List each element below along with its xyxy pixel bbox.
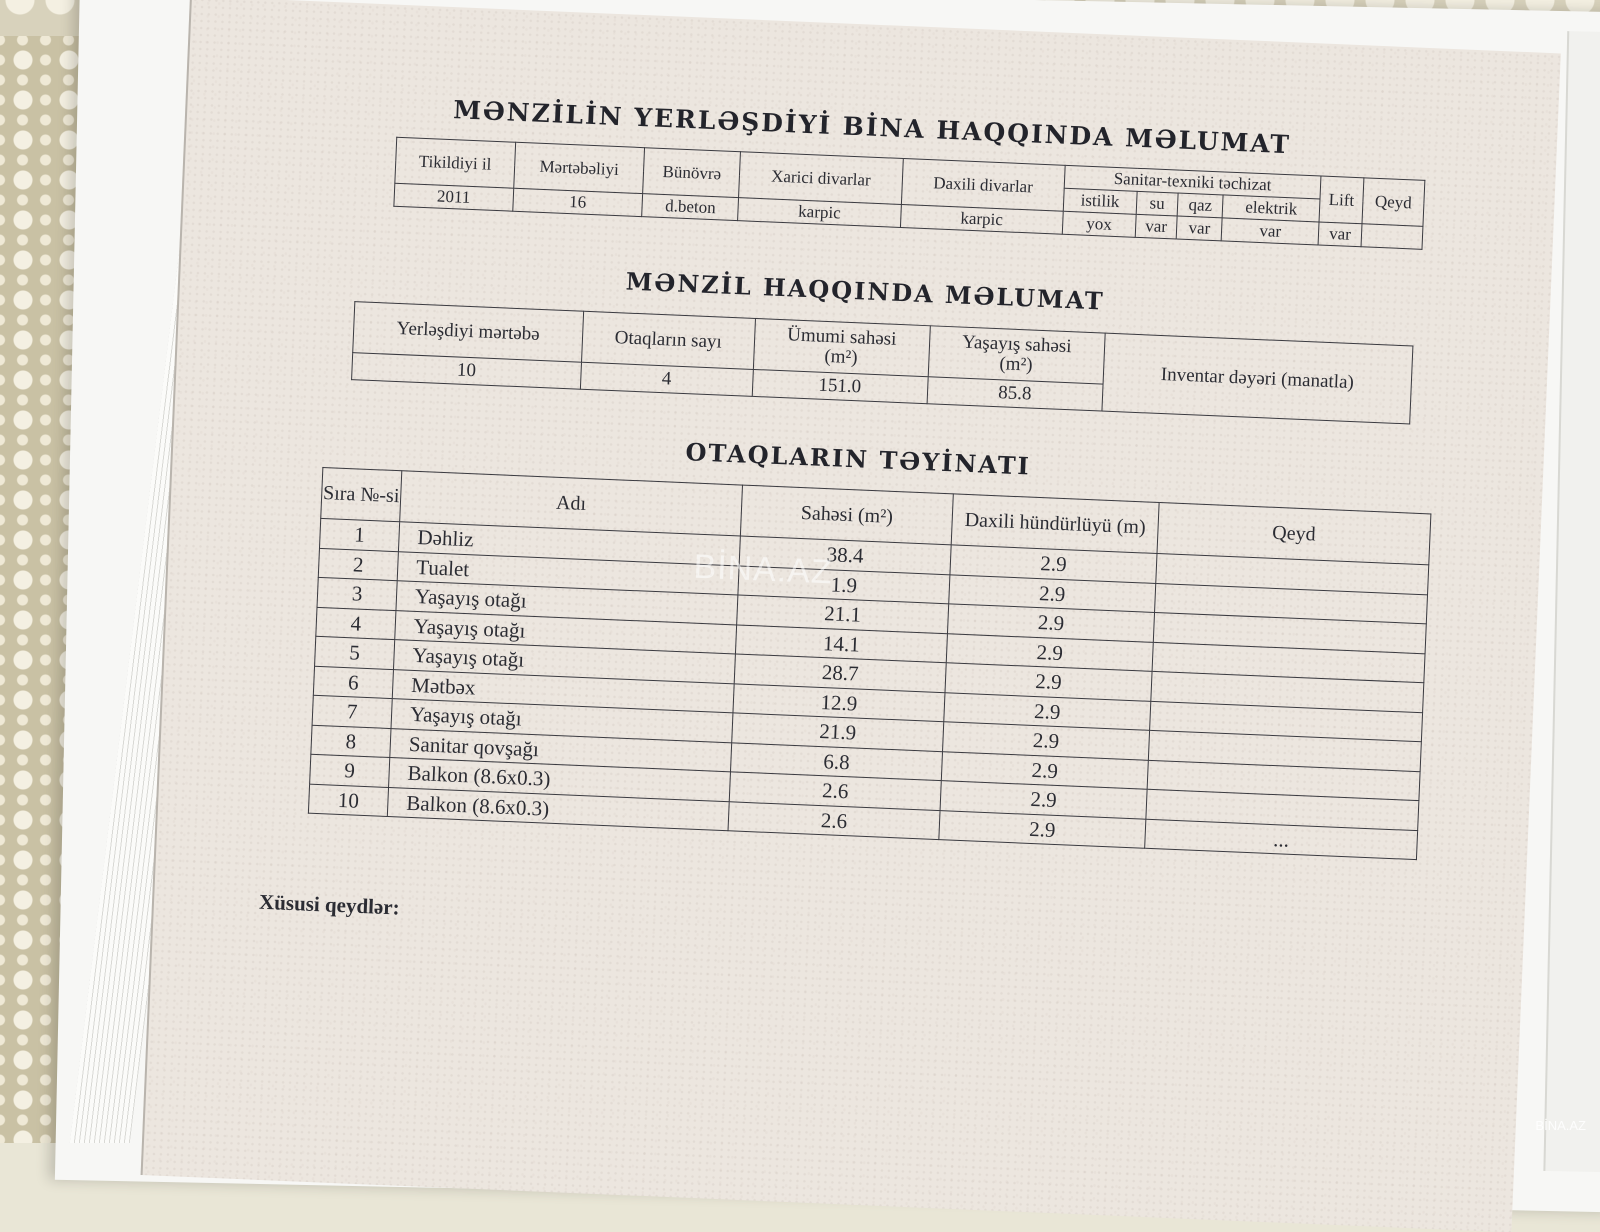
- cell-room-height: 2.9: [947, 604, 1154, 642]
- value-gas: var: [1176, 216, 1222, 241]
- cell-room-area: 6.8: [730, 742, 942, 780]
- cell-room-area: 21.9: [732, 713, 944, 751]
- value-outer-walls: karpic: [738, 198, 901, 228]
- header-row-number: Sıra №-si: [321, 467, 402, 521]
- cell-room-name: Yaşayış otağı: [396, 581, 738, 625]
- cell-row-number: 4: [316, 607, 396, 640]
- cell-room-area: 1.9: [738, 565, 950, 603]
- cell-room-note: ...: [1145, 819, 1418, 860]
- header-year: Tikildiyi il: [395, 137, 516, 188]
- value-room-count: 4: [580, 362, 753, 396]
- cell-room-name: Yaşayış otağı: [395, 610, 737, 654]
- cell-room-name: Tualet: [397, 551, 739, 595]
- corner-watermark: BİNA.AZ: [1535, 1118, 1586, 1133]
- value-floors: 16: [513, 188, 643, 216]
- header-lift: Lift: [1319, 176, 1364, 224]
- cell-row-number: 2: [318, 548, 398, 581]
- cell-room-name: Yaşayış otağı: [391, 699, 733, 743]
- cell-row-number: 10: [308, 784, 388, 817]
- header-gas: qaz: [1177, 193, 1223, 218]
- header-heating: istilik: [1063, 188, 1137, 214]
- header-room-note: Qeyd: [1157, 503, 1431, 565]
- cell-room-area: 2.6: [728, 801, 940, 839]
- header-room-name: Adı: [400, 471, 743, 536]
- header-sanitary: Sanitar-texniki təchizat: [1064, 165, 1321, 199]
- cell-room-name: Yaşayış otağı: [393, 640, 735, 684]
- rooms-table: [308, 467, 1432, 860]
- cell-room-area: 28.7: [734, 654, 946, 692]
- cell-room-area: 2.6: [729, 772, 941, 810]
- value-lift: var: [1318, 222, 1362, 247]
- cell-row-number: 1: [320, 518, 400, 551]
- cell-room-area: 12.9: [733, 683, 945, 721]
- header-electric: elektrik: [1222, 195, 1320, 222]
- header-floors: Mərtəbəliyi: [513, 142, 644, 193]
- cell-room-name: Dəhliz: [398, 522, 740, 566]
- header-total-area: [753, 318, 930, 376]
- value-foundation: d.beton: [642, 194, 739, 221]
- cell-row-number: 8: [311, 725, 391, 758]
- cell-room-name: Balkon (8.6x0.3): [389, 758, 731, 802]
- value-living-area: 85.8: [927, 377, 1103, 411]
- cell-row-number: 5: [315, 636, 395, 669]
- cell-room-height: 2.9: [946, 633, 1153, 671]
- cell-room-name: Sanitar qovşağı: [390, 728, 732, 772]
- apartment-section-title: MƏNZİL HAQQINDA MƏLUMAT: [625, 266, 1106, 316]
- value-note: [1361, 224, 1423, 250]
- living-area-unit: (m²): [999, 353, 1034, 376]
- cell-room-height: 2.9: [944, 692, 1151, 730]
- header-room-area: Sahəsi (m²): [740, 485, 953, 545]
- living-area-label: Yaşayış sahəsi: [961, 331, 1072, 358]
- value-electric: var: [1221, 218, 1319, 245]
- header-room-count: Otaqların sayı: [581, 311, 755, 369]
- value-heating: yox: [1062, 211, 1136, 237]
- rooms-section-title: OTAQLARIN TƏYİNATI: [685, 437, 1032, 481]
- cell-row-number: 7: [312, 695, 392, 728]
- header-note: Qeyd: [1362, 178, 1425, 227]
- document-page: [141, 0, 1561, 1232]
- header-inner-walls: Daxili divarlar: [901, 158, 1065, 211]
- value-year: 2011: [394, 183, 514, 211]
- header-inventory: Inventar dəyəri (manatla): [1102, 333, 1413, 424]
- cell-room-height: 2.9: [945, 663, 1152, 701]
- cell-room-height: 2.9: [949, 574, 1156, 612]
- watermark: BİNA.AZ: [692, 547, 834, 592]
- cell-room-area: 14.1: [735, 624, 947, 662]
- value-inner-walls: karpic: [900, 204, 1063, 234]
- cell-room-height: 2.9: [939, 810, 1146, 848]
- cell-room-area: 38.4: [739, 536, 951, 574]
- cell-room-area: 21.1: [737, 595, 949, 633]
- cell-room-height: 2.9: [943, 722, 1150, 760]
- cell-room-height: 2.9: [940, 781, 1147, 819]
- rooms-table-body: [308, 518, 1428, 859]
- cell-row-number: 6: [313, 666, 393, 699]
- cell-room-name: Balkon (8.6x0.3): [387, 787, 729, 831]
- header-outer-walls: Xarici divarlar: [739, 152, 903, 205]
- cell-row-number: 9: [310, 754, 390, 787]
- cell-room-height: 2.9: [941, 751, 1148, 789]
- value-water: var: [1135, 214, 1177, 239]
- header-room-height: Daxili hündürlüyü (m): [951, 494, 1159, 554]
- value-floor-position: 10: [352, 353, 582, 390]
- header-living-area: [928, 326, 1105, 384]
- building-section-title: MƏNZİLİN YERLƏŞDİYİ BİNA HAQQINDA MƏLUMAT: [452, 95, 1292, 160]
- total-area-label: Ümumi sahəsi: [786, 324, 897, 350]
- header-foundation: Bünövrə: [643, 148, 741, 198]
- header-floor-position: Yerləşdiyi mərtəbə: [353, 302, 584, 363]
- total-area-unit: (m²): [823, 345, 858, 369]
- value-total-area: 151.0: [752, 369, 928, 403]
- header-water: su: [1136, 191, 1178, 216]
- cell-room-height: 2.9: [950, 545, 1157, 583]
- cell-row-number: 3: [317, 577, 397, 610]
- cell-room-name: Mətbəx: [392, 669, 734, 713]
- special-notes-label: Xüsusi qeydlər:: [258, 889, 401, 920]
